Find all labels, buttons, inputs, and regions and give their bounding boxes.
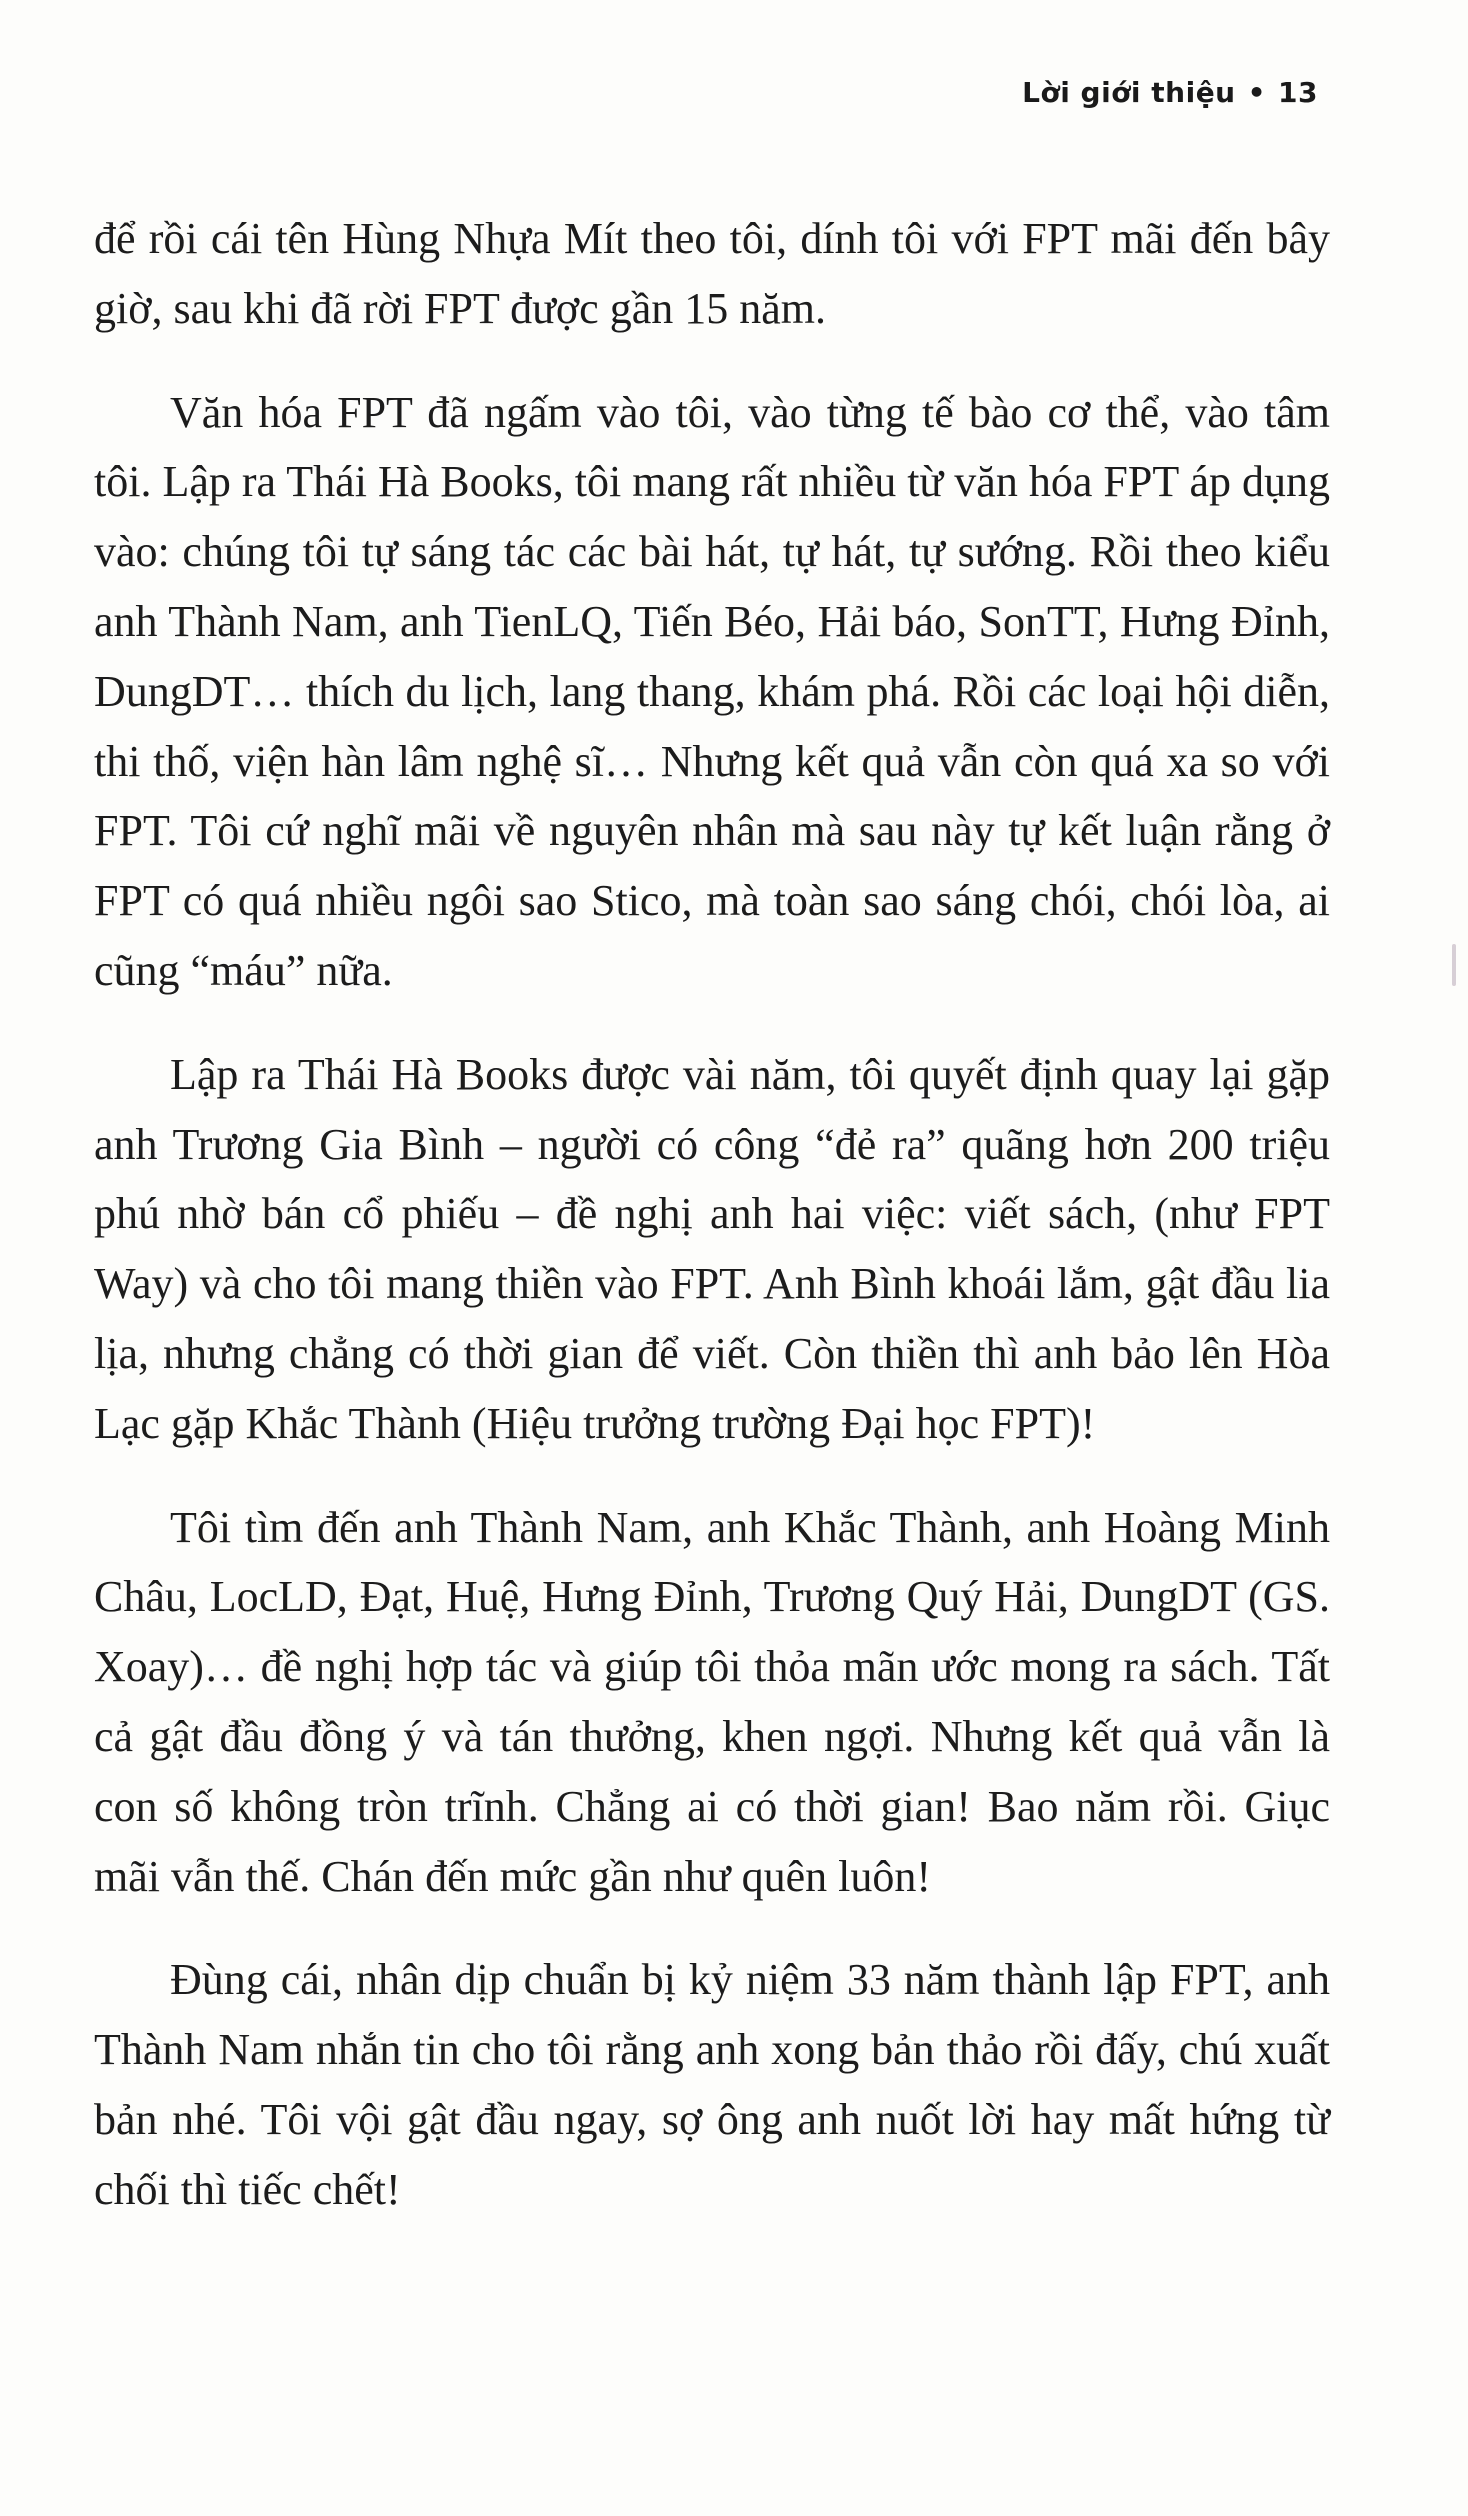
page-edge-mark [1452,944,1456,986]
chapter-title: Lời giới thiệu [1022,76,1236,109]
paragraph: Văn hóa FPT đã ngấm vào tôi, vào từng tế bào cơ thể, vào tâm tôi. Lập ra Thái Hà Books, tôi mang rất nhiều từ văn hóa FPT áp dụng vào: chúng tôi tự sáng tác các bài hát, tự hát, tự sướng. Rồi theo kiểu anh Thành Nam, anh TienLQ, Tiến Béo, Hải báo, SonTT, Hưng Đỉnh, DungDT… thích du lịch, lang thang, khám phá. Rồi các loại hội diễn, thi thố, viện hàn lâm nghệ sĩ… Nhưng kết quả vẫn còn quá xa so với FPT. Tôi cứ nghĩ mãi về nguyên nhân mà sau này tự kết luận rằng ở FPT có quá nhiều ngôi sao Stico, mà toàn sao sáng chói, chói lòa, ai cũng “máu” nữa. [94,387,1330,995]
paragraph: Lập ra Thái Hà Books được vài năm, tôi quyết định quay lại gặp anh Trương Gia Bình – người có công “đẻ ra” quãng hơn 200 triệu phú nhờ bán cổ phiếu – đề nghị anh hai việc: viết sách, (như FPT Way) và cho tôi mang thiền vào FPT. Anh Bình khoái lắm, gật đầu lia lịa, nhưng chẳng có thời gian để viết. Còn thiền thì anh bảo lên Hòa Lạc gặp Khắc Thành (Hiệu trưởng trường Đại học FPT)! [94,1049,1330,1448]
running-header [1022,76,1318,109]
page-number: 13 [1278,76,1318,109]
paragraph: Tôi tìm đến anh Thành Nam, anh Khắc Thành, anh Hoàng Minh Châu, LocLD, Đạt, Huệ, Hưng Đỉnh, Trương Quý Hải, DungDT (GS. Xoay)… đề nghị hợp tác và giúp tôi thỏa mãn ước mong ra sách. Tất cả gật đầu đồng ý và tán thưởng, khen ngợi. Nhưng kết quả vẫn là con số không tròn trĩnh. Chẳng ai có thời gian! Bao năm rồi. Giục mãi vẫn thế. Chán đến mức gần như quên luôn! [94,1502,1330,1901]
body-text [94,204,1330,2259]
header-separator: • [1247,76,1267,109]
paragraph-continued: để rồi cái tên Hùng Nhựa Mít theo tôi, dính tôi với FPT mãi đến bây giờ, sau khi đã rời FPT được gần 15 năm. [94,214,1330,333]
paragraph: Đùng cái, nhân dịp chuẩn bị kỷ niệm 33 năm thành lập FPT, anh Thành Nam nhắn tin cho tôi rằng anh xong bản thảo rồi đấy, chú xuất bản nhé. Tôi vội gật đầu ngay, sợ ông anh nuốt lời hay mất hứng từ chối thì tiếc chết! [94,1955,1330,2214]
